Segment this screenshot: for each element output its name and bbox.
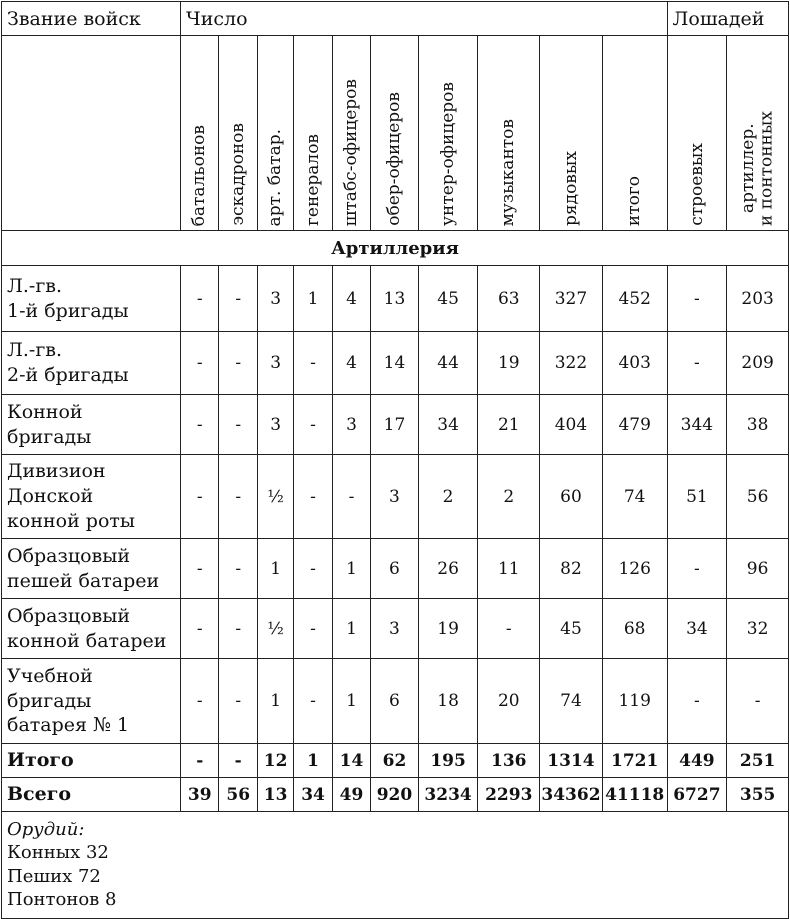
column-header [371,36,419,231]
table-cell: 251 [727,744,789,778]
table-cell: 96 [727,539,789,599]
table-cell: - [181,455,219,539]
table-cell: 452 [602,266,667,332]
table-cell: 20 [478,659,540,744]
table-cell: 136 [478,744,540,778]
table-cell: 6 [371,539,419,599]
table-cell: 355 [727,778,789,812]
table-cell: 34 [418,395,478,455]
column-header [478,36,540,231]
column-header [540,36,603,231]
table-cell: 3 [332,395,370,455]
table-cell: 74 [602,455,667,539]
column-header-label: эскадронов [227,123,248,226]
table-row [2,659,789,744]
section-row [2,231,789,266]
table-cell: 126 [602,539,667,599]
column-header [294,36,332,231]
table-cell: 327 [540,266,603,332]
table-cell: 12 [257,744,293,778]
column-header-label: рядовых [560,151,581,226]
table-cell: 209 [727,332,789,395]
table-cell: - [294,395,332,455]
table-cell: - [667,539,727,599]
column-header [257,36,293,231]
table-row [2,539,789,599]
table-cell: - [219,539,257,599]
table-cell: 26 [418,539,478,599]
table-cell: 11 [478,539,540,599]
table-cell: 45 [540,599,603,659]
column-header-label: арт. батар. [265,128,286,226]
table-cell: 195 [418,744,478,778]
table-cell: 404 [540,395,603,455]
table-cell: 39 [181,778,219,812]
row-label: Л.-гв. 2-й бригады [2,332,181,395]
table-cell: - [667,332,727,395]
table-cell: 17 [371,395,419,455]
table-cell: 4 [332,332,370,395]
table-cell: 34362 [540,778,603,812]
table-cell: 38 [727,395,789,455]
row-label: Дивизион Донской конной роты [2,455,181,539]
table-cell: 1 [332,659,370,744]
column-header-label: итого [624,175,645,226]
table-cell: - [181,332,219,395]
table-cell: 56 [219,778,257,812]
column-header-label: унтер-офицеров [437,82,458,226]
table-cell: 6 [371,659,419,744]
column-header-label: обер-офицеров [384,92,405,226]
table-row [2,455,789,539]
notes-line: Понтонов 8 [7,889,117,911]
table-cell: - [219,744,257,778]
table-cell: ½ [257,599,293,659]
table-cell: - [181,659,219,744]
column-header [418,36,478,231]
table-cell: 21 [478,395,540,455]
table-cell: 1 [294,266,332,332]
table-cell: 74 [540,659,603,744]
table-cell: - [181,599,219,659]
table-cell: 2 [478,455,540,539]
column-header-label: музыкантов [498,118,519,226]
table-cell: 3234 [418,778,478,812]
row-label: Л.-гв. 1-й бригады [2,266,181,332]
column-header [181,36,219,231]
header-row-top [2,2,789,36]
table-cell: 479 [602,395,667,455]
table-cell: - [181,395,219,455]
table-cell: 920 [371,778,419,812]
table-row [2,599,789,659]
table-cell: 51 [667,455,727,539]
table-row [2,266,789,332]
table-cell: 60 [540,455,603,539]
table-cell: 63 [478,266,540,332]
table-cell: - [294,455,332,539]
table-cell: 3 [257,395,293,455]
table-cell: 19 [478,332,540,395]
table-cell: 34 [667,599,727,659]
column-header [667,36,727,231]
row-label: Образцовый конной батареи [2,599,181,659]
table-cell: 4 [332,266,370,332]
table-cell: 1 [294,744,332,778]
table-cell: - [219,332,257,395]
table-cell: - [219,395,257,455]
table-row [2,778,789,812]
table-cell: 34 [294,778,332,812]
notes-line: Конных 32 [7,842,109,864]
table-cell: - [219,266,257,332]
table-cell: - [219,455,257,539]
table-cell: - [478,599,540,659]
table-cell: - [667,266,727,332]
table-cell: 62 [371,744,419,778]
table-cell: 119 [602,659,667,744]
table-cell: - [219,599,257,659]
column-header [602,36,667,231]
table-cell: 19 [418,599,478,659]
horses-group-header: Лошадей [667,2,788,36]
row-label: Образцовый пешей батареи [2,539,181,599]
number-group-header: Число [181,2,668,36]
table-cell: 32 [727,599,789,659]
table-cell: - [332,455,370,539]
table-cell: - [219,659,257,744]
notes-title: Орудий: [7,819,85,840]
column-header-label: строевых [686,143,707,226]
table-cell: - [294,599,332,659]
header-row-columns [2,36,789,231]
table-cell: 82 [540,539,603,599]
table-cell: 41118 [602,778,667,812]
column-header-label: штабс-офицеров [341,78,362,226]
table-cell: - [181,266,219,332]
table-cell: 203 [727,266,789,332]
table-cell: 1 [257,539,293,599]
section-title: Артиллерия [2,231,789,266]
table-cell: 3 [371,599,419,659]
table-cell: ½ [257,455,293,539]
table-row [2,744,789,778]
table-cell: 45 [418,266,478,332]
column-header [219,36,257,231]
column-header [332,36,370,231]
row-label: Итого [2,744,181,778]
table-cell: 1 [257,659,293,744]
table-cell: 1 [332,539,370,599]
table-cell: 44 [418,332,478,395]
table-cell: 13 [257,778,293,812]
table-cell: 344 [667,395,727,455]
table-cell: 3 [257,266,293,332]
notes-line: Пеших 72 [7,865,101,887]
table-cell: - [294,332,332,395]
table-cell: - [294,659,332,744]
rank-column-header: Звание войск [2,2,181,36]
table-cell: - [667,659,727,744]
column-header [727,36,789,231]
table-cell: 3 [257,332,293,395]
table-cell: - [181,744,219,778]
table-cell: 1314 [540,744,603,778]
table-cell: 322 [540,332,603,395]
notes-cell [2,812,789,919]
rank-column-spacer [2,36,181,231]
column-header-label: артиллер. и понтонных [737,110,777,226]
table-cell: - [181,539,219,599]
table-cell: 13 [371,266,419,332]
table-cell: 18 [418,659,478,744]
row-label: Учебной бригады батарея № 1 [2,659,181,744]
table-cell: 56 [727,455,789,539]
table-cell: 3 [371,455,419,539]
table-cell: - [294,539,332,599]
table-cell: 1 [332,599,370,659]
row-label: Конной бригады [2,395,181,455]
table-row [2,395,789,455]
column-header-label: батальонов [189,124,210,226]
table-cell: 449 [667,744,727,778]
table-cell: 49 [332,778,370,812]
row-label: Всего [2,778,181,812]
table-cell: 14 [371,332,419,395]
table-cell: 2 [418,455,478,539]
table-cell: 1721 [602,744,667,778]
column-header-label: генералов [302,134,323,226]
table-cell: 68 [602,599,667,659]
table-cell: 2293 [478,778,540,812]
artillery-table [1,1,789,919]
table-cell: 14 [332,744,370,778]
table-cell: 403 [602,332,667,395]
table-row [2,332,789,395]
table-cell: 6727 [667,778,727,812]
table-cell: - [727,659,789,744]
